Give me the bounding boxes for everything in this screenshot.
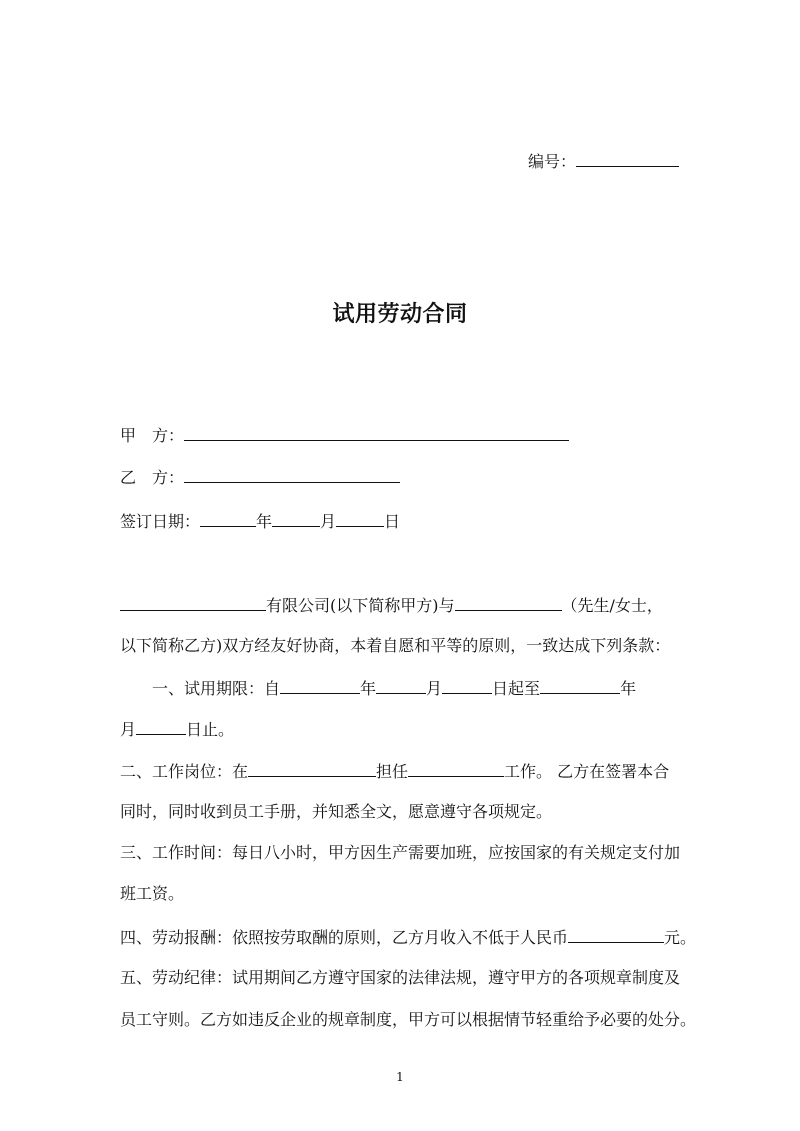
- salary-unit: 元。: [664, 928, 697, 947]
- clause-3-line-1: 三、工作时间：每日八小时，甲方因生产需要加班，应按国家的有关规定支付加: [120, 843, 681, 862]
- trial-end-year-unit: 年: [620, 679, 637, 698]
- trial-end-month-unit: 月: [120, 720, 137, 739]
- intro-mid-text: 有限公司(以下简称甲方)与: [266, 596, 455, 615]
- sign-year-blank[interactable]: [200, 510, 256, 527]
- trial-start-day-blank[interactable]: [442, 677, 492, 694]
- sign-day-blank[interactable]: [336, 510, 384, 527]
- clause-1-line-2: [120, 718, 234, 740]
- sign-day-unit: 日: [384, 512, 401, 531]
- trial-end-day-blank[interactable]: [136, 718, 186, 735]
- clause-1-line-1: [152, 677, 636, 699]
- trial-end-text: 日止。: [186, 720, 235, 739]
- salary-amount-blank[interactable]: [568, 926, 664, 943]
- party-a-label: 甲 方：: [120, 426, 185, 445]
- page-number: 1: [396, 1070, 404, 1084]
- work-location-blank[interactable]: [248, 760, 376, 777]
- party-a-blank[interactable]: [184, 424, 569, 441]
- job-position-blank[interactable]: [408, 760, 504, 777]
- clause-5-line-2: 员工守则。乙方如违反企业的规章制度，甲方可以根据情节轻重给予必要的处分。: [120, 1010, 697, 1029]
- clause-4-line-1: [120, 926, 696, 948]
- trial-start-month-unit: 月: [426, 679, 443, 698]
- party-b-line: [120, 466, 400, 488]
- clause-2-role-label: 担任: [376, 762, 409, 781]
- trial-start-year-blank[interactable]: [280, 677, 360, 694]
- intro-line-1: [120, 594, 663, 616]
- clause-4-text: 四、劳动报酬：依照按劳取酬的原则，乙方月收入不低于人民币: [120, 928, 569, 947]
- trial-start-text: 日起至: [492, 679, 541, 698]
- clause-2-line-2: 同时，同时收到员工手册，并知悉全文，愿意遵守各项规定。: [120, 802, 553, 821]
- clause-2-label: 二、工作岗位：在: [120, 762, 249, 781]
- party-a-line: [120, 424, 569, 446]
- clause-5-line-1: 五、劳动纪律：试用期间乙方遵守国家的法律法规，遵守甲方的各项规章制度及: [120, 968, 681, 987]
- sign-month-unit: 月: [320, 512, 337, 531]
- company-name-blank[interactable]: [120, 594, 266, 611]
- party-b-label: 乙 方：: [120, 468, 185, 487]
- trial-start-month-blank[interactable]: [376, 677, 426, 694]
- clause-2-line-1: [120, 760, 669, 782]
- trial-start-year-unit: 年: [360, 679, 377, 698]
- contract-number-line: [528, 150, 679, 172]
- trial-end-year-blank[interactable]: [540, 677, 620, 694]
- clause-2-end-text: 工作。 乙方在签署本合: [504, 762, 670, 781]
- party-b-blank[interactable]: [184, 466, 400, 483]
- sign-date-label: 签订日期：: [120, 512, 201, 531]
- contract-number-blank[interactable]: [576, 150, 679, 167]
- sign-year-unit: 年: [256, 512, 273, 531]
- intro-line-2: 以下简称乙方)双方经友好协商，本着自愿和平等的原则，一致达成下列条款：: [120, 636, 671, 655]
- page-title: 试用劳动合同: [332, 301, 468, 327]
- intro-end-text: （先生/女士，: [561, 596, 663, 615]
- clause-1-label: 一、试用期限：自: [152, 679, 281, 698]
- sign-month-blank[interactable]: [272, 510, 320, 527]
- clause-3-line-2: 班工资。: [120, 884, 185, 903]
- sign-date-line: [120, 510, 400, 532]
- contract-number-label: 编号：: [528, 152, 577, 171]
- party-b-name-blank[interactable]: [455, 594, 562, 611]
